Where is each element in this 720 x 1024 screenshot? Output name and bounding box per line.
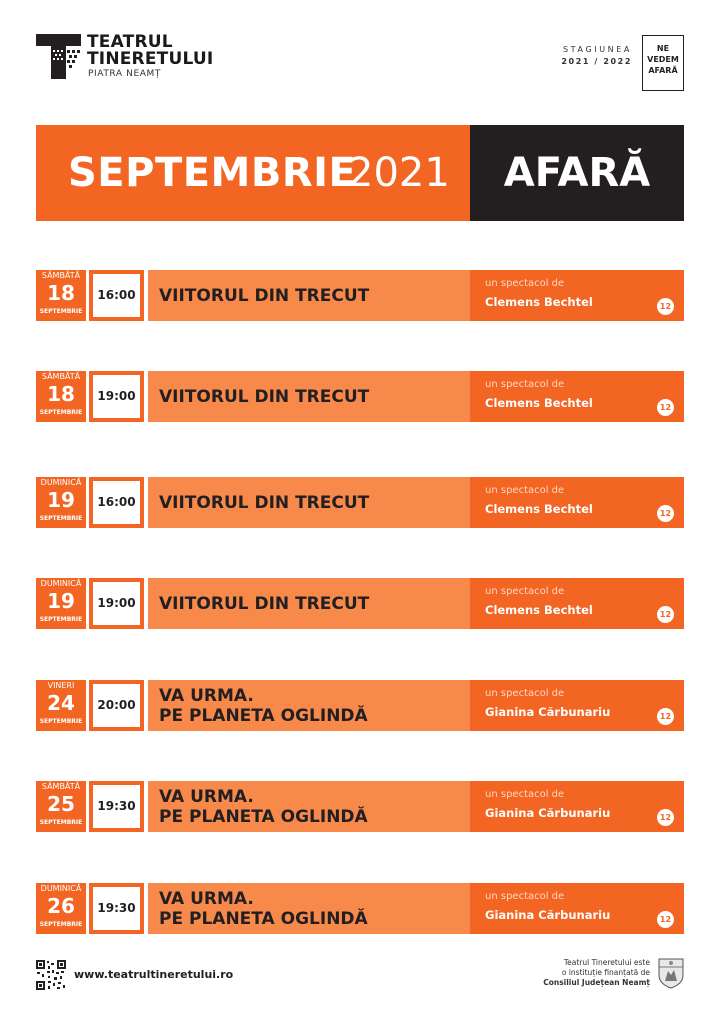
age-rating-badge: 12 [657,505,674,522]
banner-month-panel [36,125,470,221]
event-month: SEPTEMBRIE [39,819,83,826]
funding-line3: Consiliul Județean Neamț [543,978,650,987]
event-date [36,371,86,422]
event-title-panel [148,883,470,934]
event-title-panel [148,680,470,731]
event-time [89,883,144,934]
event-credit [470,680,684,731]
month-banner [36,125,684,221]
event-weekday: DUMINICĂ [40,478,82,487]
event-time-label: 19:30 [93,887,140,930]
event-time [89,371,144,422]
event-time-label: 16:00 [93,274,140,317]
event-date [36,578,86,629]
event-title [159,680,368,731]
badge-line3: AFARĂ [648,66,678,75]
event-title [159,477,369,528]
age-rating-badge: 12 [657,708,674,725]
event-time [89,781,144,832]
event-credit [470,270,684,321]
event-title-line: VA URMA. [159,786,254,807]
age-rating-badge: 12 [657,809,674,826]
event-time-label: 20:00 [93,684,140,727]
qr-code-icon [36,960,66,990]
campaign-badge [642,35,684,91]
event-credit [470,477,684,528]
banner-month: SEPTEMBRIE [68,150,357,196]
event-row [36,883,684,934]
event-weekday: DUMINICĂ [40,579,82,588]
theatre-name [87,34,213,68]
event-month: SEPTEMBRIE [39,616,83,623]
event-weekday: DUMINICĂ [40,884,82,893]
event-row [36,477,684,528]
banner-year: 2021 [348,150,450,196]
banner-venue: AFARĂ [503,150,651,196]
event-weekday: SÂMBĂTĂ [41,271,81,280]
event-row [36,270,684,321]
event-day: 19 [47,589,75,613]
theatre-name-line2: TINERETULUI [87,49,214,69]
event-month: SEPTEMBRIE [39,409,83,416]
event-time-label: 19:00 [93,582,140,625]
event-row [36,781,684,832]
badge-line2: VEDEM [647,55,679,64]
age-rating-badge: 12 [657,911,674,928]
event-month: SEPTEMBRIE [39,718,83,725]
city-label: PIATRA NEAMȚ [88,69,161,79]
event-time-label: 16:00 [93,481,140,524]
event-weekday: SÂMBĂTĂ [41,782,81,791]
county-crest-icon [658,957,684,989]
event-title-line: VA URMA. [159,888,254,909]
event-time [89,680,144,731]
credit-label: un spectacol de [485,688,565,699]
event-title-panel [148,578,470,629]
event-credit [470,371,684,422]
event-title-line: VIITORUL DIN TRECUT [159,492,370,513]
event-title-line: PE PLANETA OGLINDĂ [159,705,368,726]
event-credit [470,883,684,934]
event-day: 26 [47,894,75,918]
director-name: Gianina Cărbunariu [485,705,611,719]
theatre-name-line1: TEATRUL [87,32,173,52]
event-time-label: 19:00 [93,375,140,418]
event-weekday: SÂMBĂTĂ [41,372,81,381]
funding-note [480,958,650,988]
event-title-line: VIITORUL DIN TRECUT [159,386,370,407]
event-date [36,477,86,528]
funding-line2: o instituție finanțată de [561,968,650,977]
event-row [36,578,684,629]
age-rating-badge: 12 [657,298,674,315]
event-title-line: PE PLANETA OGLINDĂ [159,908,368,929]
event-date [36,781,86,832]
event-day: 19 [47,488,75,512]
event-day: 25 [47,792,75,816]
event-time [89,477,144,528]
event-weekday: VINERI [47,681,75,690]
funding-line1: Teatrul Tineretului este [563,958,650,967]
event-title [159,578,369,629]
event-date [36,270,86,321]
event-row [36,680,684,731]
badge-line1: NE [656,44,670,53]
credit-label: un spectacol de [485,379,565,390]
event-month: SEPTEMBRIE [39,515,83,522]
event-month: SEPTEMBRIE [39,308,83,315]
event-title-panel [148,270,470,321]
event-title-line: VIITORUL DIN TRECUT [159,593,370,614]
credit-label: un spectacol de [485,278,565,289]
event-title [159,270,369,321]
event-title [159,883,368,934]
director-name: Clemens Bechtel [485,502,593,516]
event-title-line: VIITORUL DIN TRECUT [159,285,370,306]
event-date [36,680,86,731]
age-rating-badge: 12 [657,399,674,416]
director-name: Clemens Bechtel [485,603,593,617]
event-row [36,371,684,422]
event-title [159,781,368,832]
banner-venue-panel [470,125,684,221]
credit-label: un spectacol de [485,586,565,597]
event-credit [470,781,684,832]
event-title-panel [148,477,470,528]
event-credit [470,578,684,629]
theatre-logo-icon [36,34,81,79]
event-date [36,883,86,934]
event-time [89,578,144,629]
age-rating-badge: 12 [657,606,674,623]
credit-label: un spectacol de [485,891,565,902]
director-name: Clemens Bechtel [485,396,593,410]
event-day: 18 [47,382,75,406]
credit-label: un spectacol de [485,789,565,800]
event-day: 24 [47,691,75,715]
event-title-line: VA URMA. [159,685,254,706]
website-link[interactable]: www.teatrultineretului.ro [74,968,234,981]
credit-label: un spectacol de [485,485,565,496]
director-name: Gianina Cărbunariu [485,908,611,922]
director-name: Clemens Bechtel [485,295,593,309]
season-label: STAGIUNEA [562,45,632,54]
event-title [159,371,369,422]
director-name: Gianina Cărbunariu [485,806,611,820]
event-month: SEPTEMBRIE [39,921,83,928]
season-years: 2021 / 2022 [561,57,632,66]
event-time [89,270,144,321]
event-day: 18 [47,281,75,305]
event-title-panel [148,371,470,422]
event-time-label: 19:30 [93,785,140,828]
event-title-line: PE PLANETA OGLINDĂ [159,806,368,827]
event-title-panel [148,781,470,832]
